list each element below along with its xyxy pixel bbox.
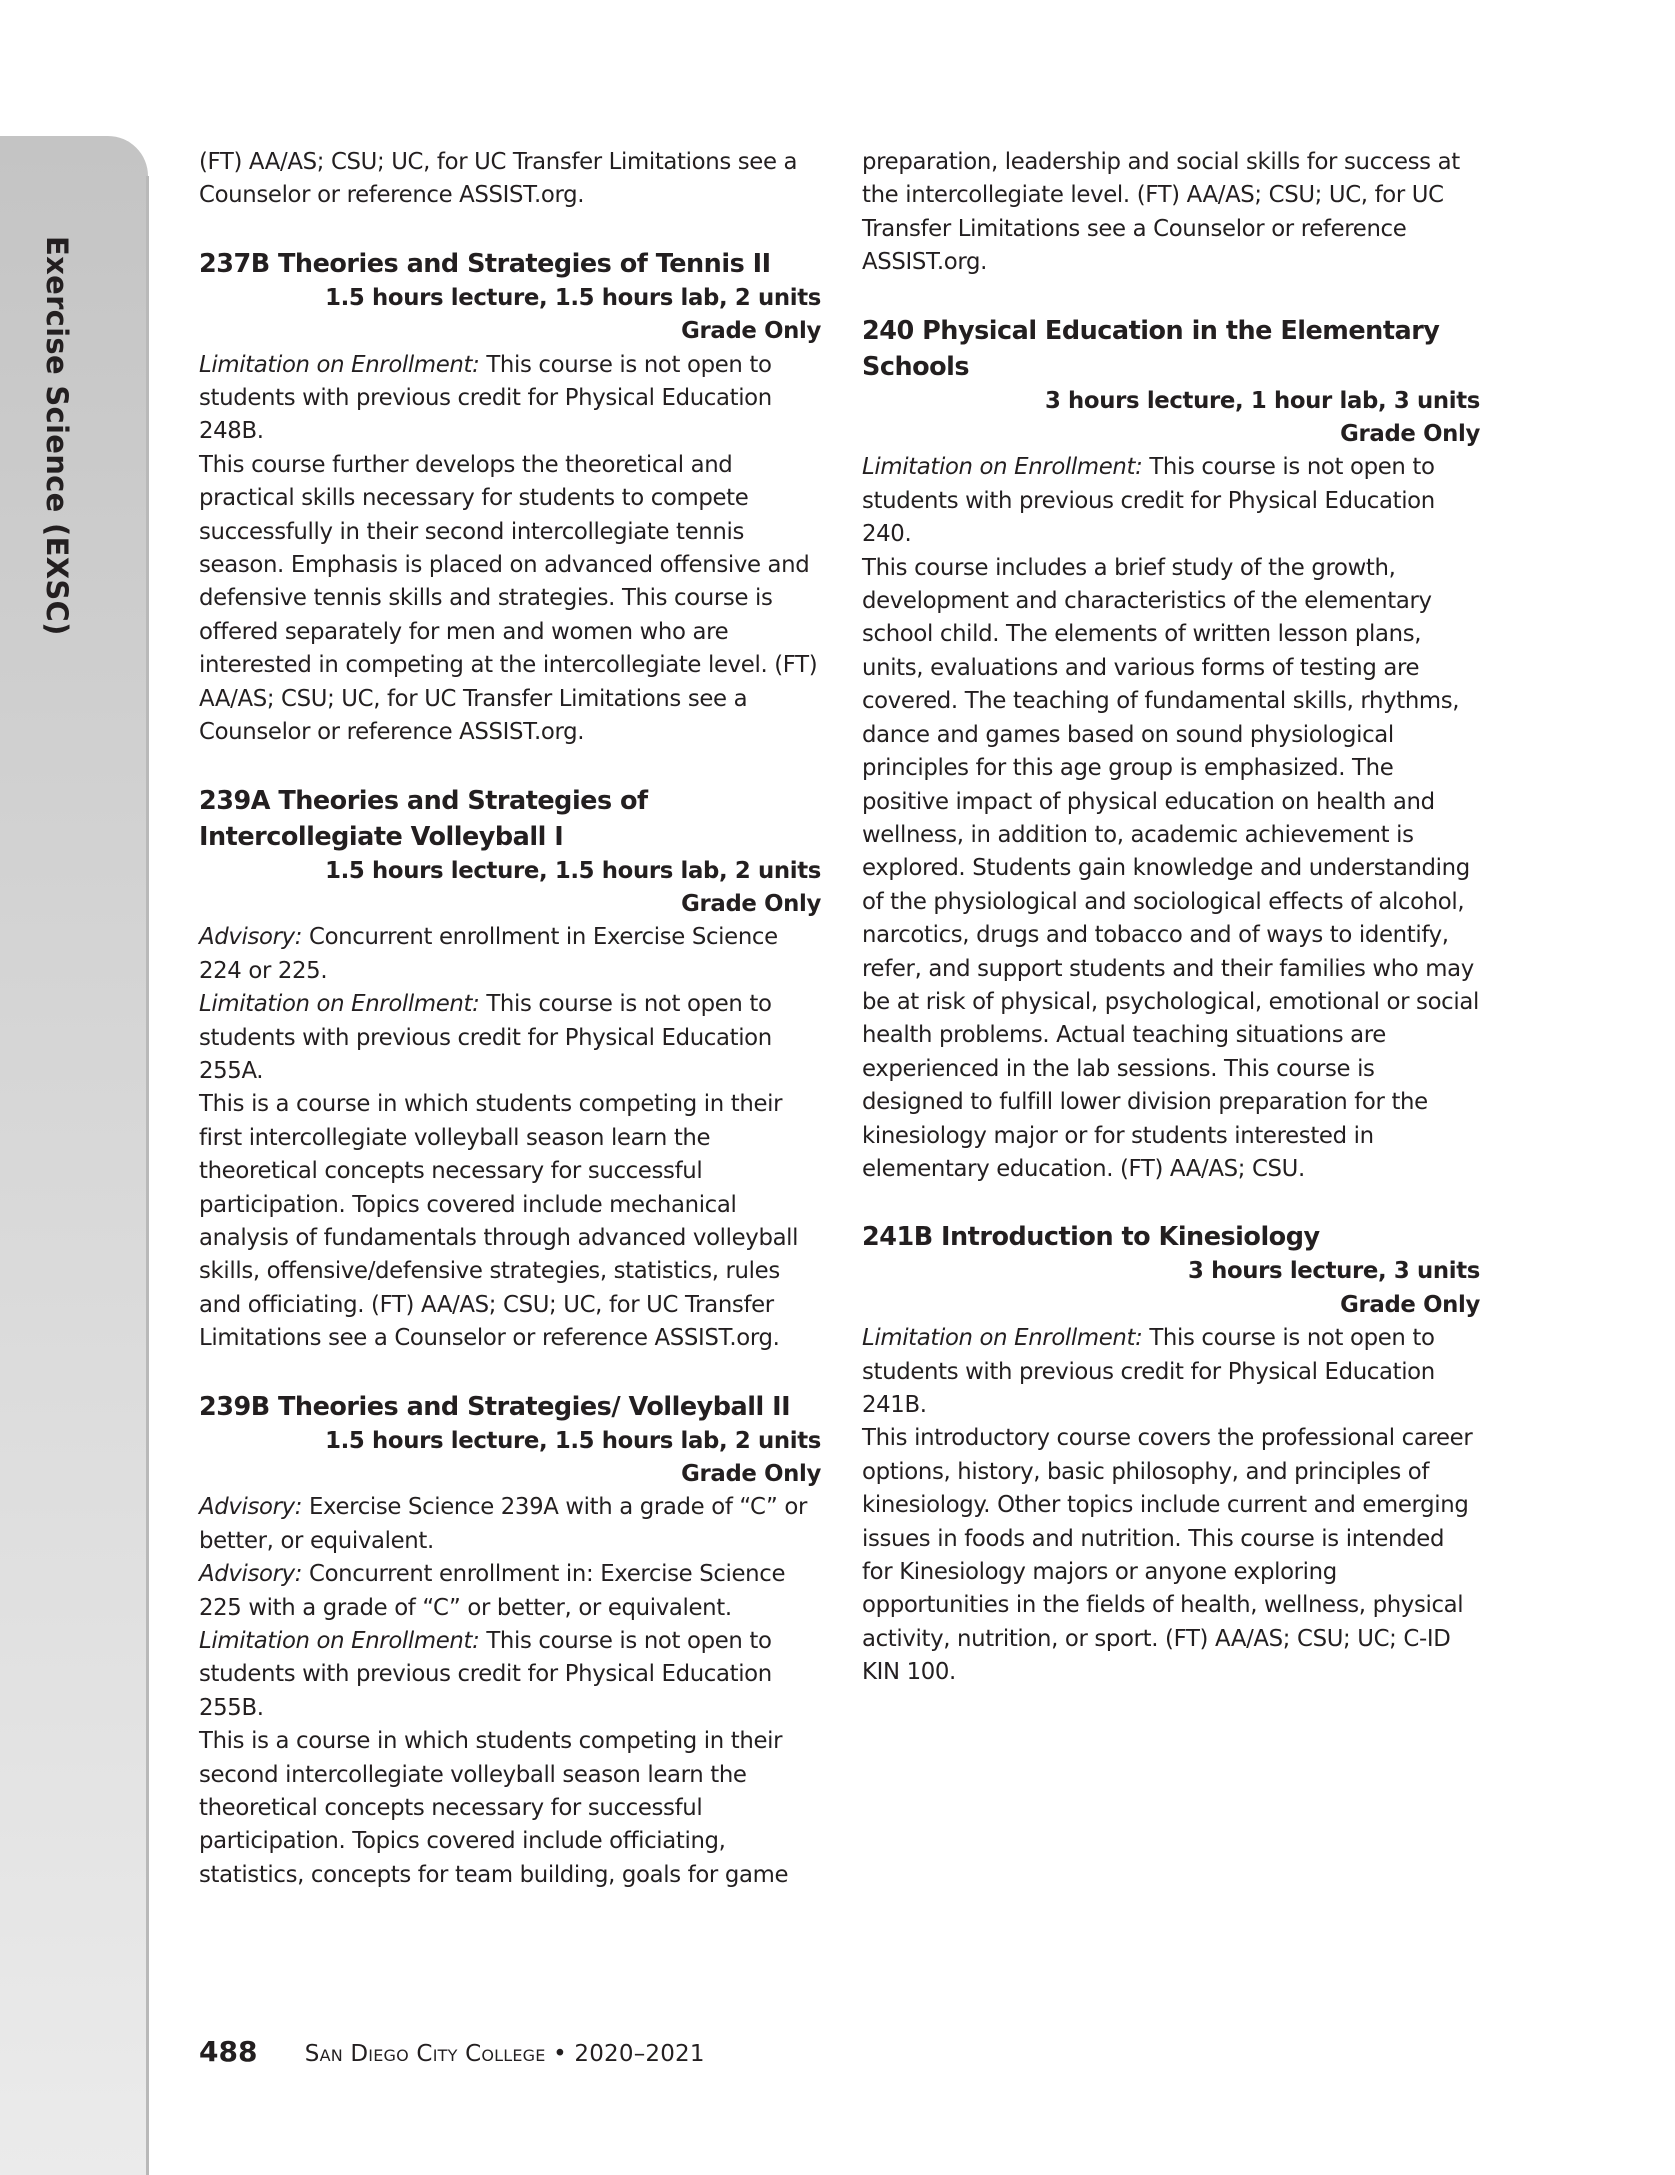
note-text: Concurrent enrollment in Exercise Science 224 or 225. bbox=[199, 924, 778, 984]
side-tab-edge bbox=[146, 176, 149, 2175]
course-title: 239A Theories and Strategies of Intercollegiate Volleyball I bbox=[199, 785, 648, 852]
course-grading: Grade Only bbox=[681, 890, 821, 917]
course-entry bbox=[199, 246, 821, 750]
course-description: This course further develops the theoretical and practical skills necessary for students to compete successfully in their second intercollegiate tennis season. Emphasis is placed on advanced offensive and defensive tennis skills and strategies. This course is offered separately for men and women who are interested in competing at the intercollegiate level. (FT) AA/AS; CSU; UC, for UC Transfer Limitations see a Counselor or reference ASSIST.org. bbox=[199, 451, 818, 746]
page-number: 488 bbox=[199, 2035, 258, 2068]
course-entry bbox=[862, 1219, 1480, 1689]
course-title: 239B Theories and Strategies/ Volleyball II bbox=[199, 1391, 791, 1422]
course-grading: Grade Only bbox=[1340, 421, 1480, 448]
course-title: 240 Physical Education in the Elementary Schools bbox=[862, 315, 1440, 382]
course-title: 241B Introduction to Kinesiology bbox=[862, 1222, 1320, 1253]
footer-text: San Diego City College • 2020–2021 bbox=[304, 2041, 705, 2067]
left-column bbox=[199, 146, 821, 1892]
right-column bbox=[862, 146, 1480, 1690]
note-label: Limitation on Enrollment: bbox=[199, 1628, 480, 1655]
course-note bbox=[199, 1625, 821, 1725]
course-title: 237B Theories and Strategies of Tennis II bbox=[199, 248, 771, 279]
note-label: Advisory: bbox=[199, 1561, 303, 1588]
course-description: This is a course in which students competing in their second intercollegiate volleyball season learn the theoretical concepts necessary for successful participation. Topics covered include officiating, statistics, concepts for team building, goals for game bbox=[199, 1728, 789, 1888]
course-grading: Grade Only bbox=[681, 318, 821, 345]
note-text: Exercise Science 239A with a grade of “C” or better, or equivalent. bbox=[199, 1494, 808, 1554]
course-description: This course includes a brief study of the growth, development and characteristics of the elementary school child. The elements of written lesson plans, units, evaluations and various forms of testing are covered. The teaching of fundamental skills, rhythms, dance and games based on sound physiological principles for this age group is emphasized. The positive impact of physical education on health and wellness, in addition to, academic achievement is explored. Students gain knowledge and understanding of the physiological and sociological effects of alcohol, narcotics, drugs and tobacco and of ways to identify, refer, and support students and their families who may be at risk of physical, psychological, emotional or social health problems. Actual teaching situations are experienced in the lab sessions. This course is designed to fulfill lower division preparation for the kinesiology major or for students interested in elementary education. (FT) AA/AS; CSU. bbox=[862, 554, 1479, 1182]
page-footer bbox=[199, 2035, 705, 2068]
course-hours: 1.5 hours lecture, 1.5 hours lab, 2 units bbox=[325, 1427, 821, 1454]
course-note bbox=[199, 1558, 821, 1625]
note-text: This course is not open to students with previous credit for Physical Education 255A. bbox=[199, 991, 772, 1084]
course-note bbox=[199, 988, 821, 1088]
course-description: This introductory course covers the professional career options, history, basic philosophy, and principles of kinesiology. Other topics include current and emerging issues in foods and nutrition. This course is intended for Kinesiology majors or anyone exploring opportunities in the fields of health, wellness, physical activity, nutrition, or sport. (FT) AA/AS; CSU; UC; C-ID KIN 100. bbox=[862, 1425, 1473, 1686]
continuation-text: preparation, leadership and social skills for success at the intercollegiate level. (FT) AA/AS; CSU; UC, for UC Transfer Limitations see a Counselor or reference ASSIST.org. bbox=[862, 149, 1460, 276]
note-label: Limitation on Enrollment: bbox=[199, 351, 480, 378]
course-note bbox=[199, 921, 821, 988]
note-label: Limitation on Enrollment: bbox=[199, 991, 480, 1018]
course-grading: Grade Only bbox=[1340, 1291, 1480, 1318]
course-hours: 3 hours lecture, 1 hour lab, 3 units bbox=[1044, 387, 1480, 414]
note-text: This course is not open to students with previous credit for Physical Education 248B. bbox=[199, 351, 772, 445]
note-text: This course is not open to students with previous credit for Physical Education 255B. bbox=[199, 1628, 772, 1721]
section-title: Exercise Science (EXSC) bbox=[40, 236, 74, 636]
course-hours: 1.5 hours lecture, 1.5 hours lab, 2 units bbox=[325, 284, 821, 311]
note-label: Advisory: bbox=[199, 1494, 303, 1521]
course-note bbox=[199, 349, 821, 449]
course-description: This is a course in which students competing in their first intercollegiate volleyball season learn the theoretical concepts necessary for successful participation. Topics covered include mechanical analysis of fundamentals through advanced volleyball skills, offensive/defensive strategies, statistics, rules and officiating. (FT) AA/AS; CSU; UC, for UC Transfer Limitations see a Counselor or reference ASSIST.org. bbox=[199, 1091, 799, 1352]
course-note bbox=[862, 451, 1480, 551]
note-text: Concurrent enrollment in: Exercise Science 225 with a grade of “C” or better, or equivalent. bbox=[199, 1561, 786, 1621]
note-label: Advisory: bbox=[199, 924, 303, 951]
course-grading: Grade Only bbox=[681, 1461, 821, 1487]
note-label: Limitation on Enrollment: bbox=[862, 454, 1143, 481]
side-tab bbox=[0, 136, 148, 2175]
course-entry bbox=[199, 1389, 821, 1893]
note-text: This course is not open to students with previous credit for Physical Education 240. bbox=[862, 454, 1435, 548]
continuation-text: (FT) AA/AS; CSU; UC, for UC Transfer Limitations see a Counselor or reference ASSIST.org. bbox=[199, 149, 798, 209]
course-entry bbox=[199, 783, 821, 1356]
course-note bbox=[862, 1322, 1480, 1422]
note-text: This course is not open to students with previous credit for Physical Education 241B. bbox=[862, 1325, 1435, 1418]
course-entry bbox=[862, 313, 1480, 1187]
note-label: Limitation on Enrollment: bbox=[862, 1325, 1143, 1352]
course-hours: 1.5 hours lecture, 1.5 hours lab, 2 units bbox=[325, 857, 821, 884]
course-note bbox=[199, 1491, 821, 1558]
course-hours: 3 hours lecture, 3 units bbox=[1187, 1258, 1480, 1285]
